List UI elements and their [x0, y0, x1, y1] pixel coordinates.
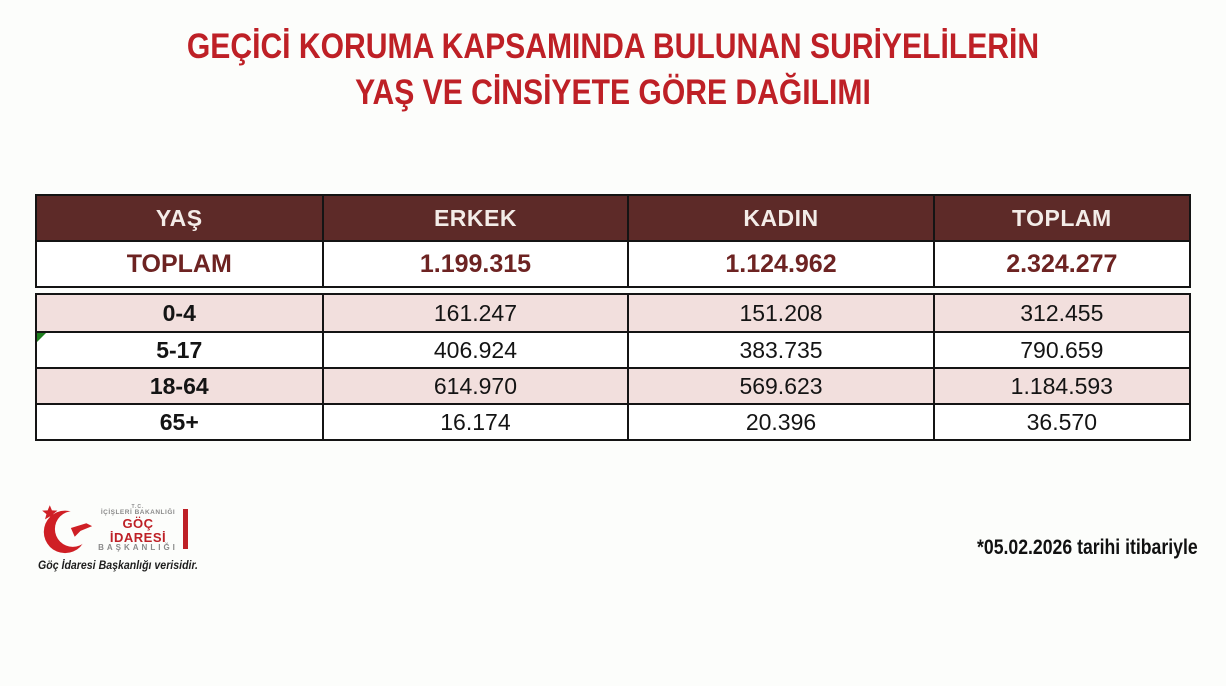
cell-0-4-kadin [627, 295, 932, 331]
cell-18-64-erkek [322, 367, 628, 403]
column-header-label: TOPLAM [1011, 204, 1112, 231]
goc-idaresi-logo [38, 500, 198, 572]
column-header-label: ERKEK [433, 204, 517, 231]
logo-ministry-text: İÇİŞLERİ BAKANLIĞI [100, 509, 176, 517]
age-label: 18-64 [149, 372, 209, 399]
total-value: 1.124.962 [725, 249, 837, 278]
age-gender-table [35, 194, 1191, 441]
column-header-label: KADIN [743, 204, 819, 231]
cell-value: 406.924 [433, 336, 518, 363]
cell-18-64-kadin [627, 367, 932, 403]
cell-value: 790.659 [1020, 336, 1104, 363]
column-header-label: YAŞ [155, 204, 203, 231]
cell-value: 161.247 [433, 299, 518, 326]
date-note: *05.02.2026 tarihi itibariyle [977, 536, 1198, 559]
cell-value: 614.970 [433, 372, 518, 399]
page-title-line1: GEÇİCİ KORUMA KAPSAMINDA BULUNAN SURİYELİLERİN [186, 27, 1040, 66]
cell-65plus-toplam [933, 403, 1189, 439]
cell-5-17-kadin [627, 331, 932, 367]
logo-agency-name: GÖÇ İDARESİ [109, 516, 167, 545]
column-header-erkek [322, 196, 628, 240]
cell-value: 312.455 [1020, 299, 1104, 326]
logo-tc-text: T.C. [131, 504, 145, 511]
total-value: 1.199.315 [419, 249, 532, 278]
cell-value: 569.623 [739, 372, 823, 399]
cell-18-64-toplam [933, 367, 1189, 403]
cell-5-17-toplam [933, 331, 1189, 367]
cell-value: 383.735 [739, 336, 823, 363]
logo-agency-name2: BAŞKANLIĞI [98, 543, 178, 553]
logo-slogan: Göç İdaresi Başkanlığı verisidir. [38, 560, 198, 572]
total-label: TOPLAM [126, 249, 232, 278]
table-row-age-18-64 [37, 367, 322, 403]
age-label: 0-4 [162, 299, 196, 326]
cell-65plus-erkek [322, 403, 628, 439]
cell-0-4-toplam [933, 295, 1189, 331]
cell-value: 20.396 [745, 408, 817, 435]
column-header-kadin [627, 196, 932, 240]
table-row-age-65plus [37, 403, 322, 439]
table-row-age-0-4 [37, 295, 322, 331]
cell-0-4-erkek [322, 295, 628, 331]
age-label: 65+ [159, 408, 199, 435]
total-row-label [37, 240, 322, 286]
page-title [86, 24, 1140, 115]
age-label: 5-17 [156, 336, 203, 363]
total-erkek-value [322, 240, 628, 286]
cell-value: 36.570 [1026, 408, 1097, 435]
cell-65plus-kadin [627, 403, 932, 439]
page-title-line2: YAŞ VE CİNSİYETE GÖRE DAĞILIMI [355, 72, 871, 112]
table-body [35, 293, 1191, 441]
column-header-toplam [933, 196, 1189, 240]
crescent-star-bird-icon [38, 500, 96, 558]
excel-error-triangle-icon [37, 333, 46, 342]
cell-value: 151.208 [739, 299, 823, 326]
total-toplam-value [933, 240, 1189, 286]
table-header-and-total [35, 194, 1191, 288]
cell-value: 1.184.593 [1010, 372, 1113, 399]
cell-value: 16.174 [440, 408, 511, 435]
total-value: 2.324.277 [1006, 249, 1118, 278]
logo-text-block [98, 505, 178, 553]
column-header-yas [37, 196, 322, 240]
total-kadin-value [627, 240, 932, 286]
table-row-age-5-17 [37, 331, 322, 367]
cell-5-17-erkek [322, 331, 628, 367]
logo-red-bar [183, 509, 188, 549]
